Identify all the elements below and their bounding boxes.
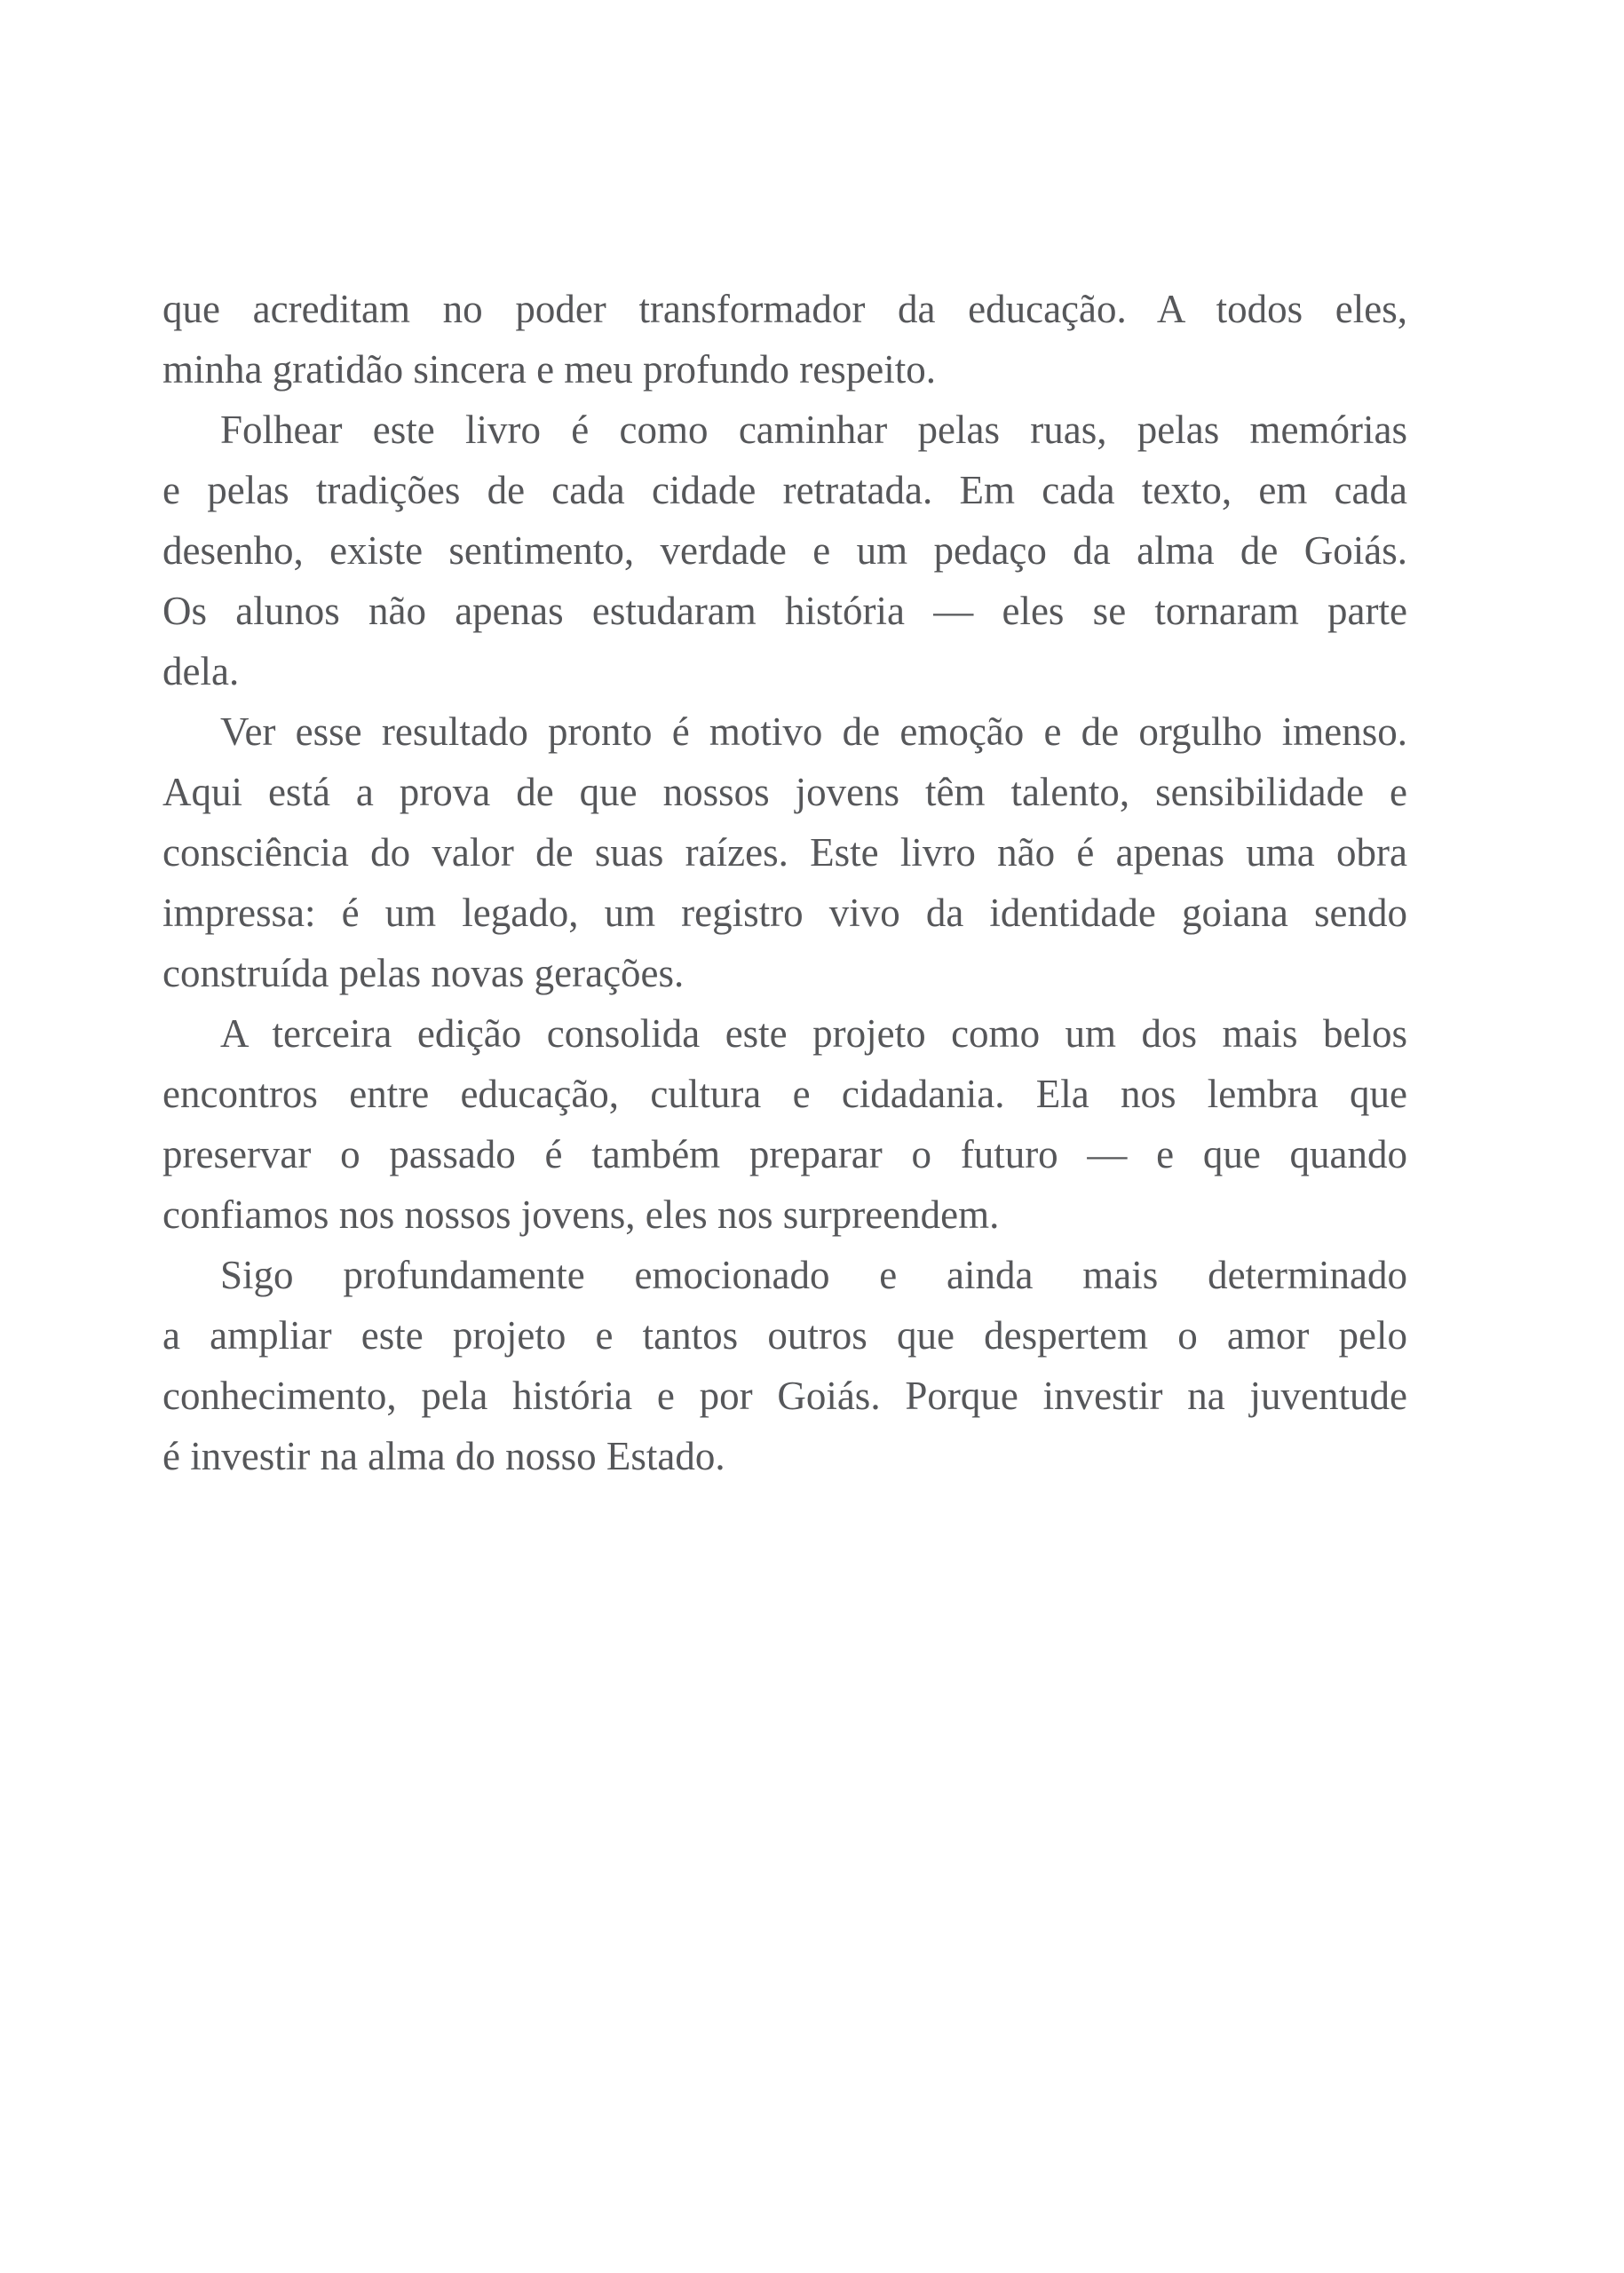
text-line: Ver esse resultado pronto é motivo de emoção e de orgulho imenso. [220, 709, 1407, 754]
text-line: impressa: é um legado, um registro vivo da identidade goiana sendo [162, 891, 1407, 935]
text-line: desenho, existe sentimento, verdade e um pedaço da alma de Goiás. [162, 528, 1407, 573]
text-line: Folhear este livro é como caminhar pelas ruas, pelas memórias [220, 408, 1407, 452]
text-line: minha gratidão sincera e meu profundo respeito. [162, 347, 936, 392]
text-line: A terceira edição consolida este projeto como um dos mais belos [220, 1011, 1407, 1056]
text-line: Sigo profundamente emocionado e ainda mais determinado [220, 1253, 1407, 1297]
text-line: construída pelas novas gerações. [162, 951, 685, 995]
text-line: que acreditam no poder transformador da educação. A todos eles, [162, 287, 1407, 331]
text-line: dela. [162, 649, 240, 693]
text-line: encontros entre educação, cultura e cidadania. Ela nos lembra que [162, 1072, 1407, 1116]
text-line: consciência do valor de suas raízes. Este livro não é apenas uma obra [162, 830, 1407, 875]
text-line: preservar o passado é também preparar o futuro — e que quando [162, 1132, 1407, 1176]
text-line: é investir na alma do nosso Estado. [162, 1434, 725, 1478]
text-line: a ampliar este projeto e tantos outros que despertem o amor pelo [162, 1313, 1407, 1358]
text-line: confiamos nos nossos jovens, eles nos surpreendem. [162, 1192, 1000, 1237]
text-line: Aqui está a prova de que nossos jovens têm talento, sensibilidade e [162, 770, 1407, 814]
text-line: Os alunos não apenas estudaram história — eles se tornaram parte [162, 589, 1407, 633]
text-block [162, 279, 1407, 1486]
text-line: conhecimento, pela história e por Goiás. Porque investir na juventude [162, 1374, 1407, 1418]
text-line: e pelas tradições de cada cidade retratada. Em cada texto, em cada [162, 468, 1407, 512]
